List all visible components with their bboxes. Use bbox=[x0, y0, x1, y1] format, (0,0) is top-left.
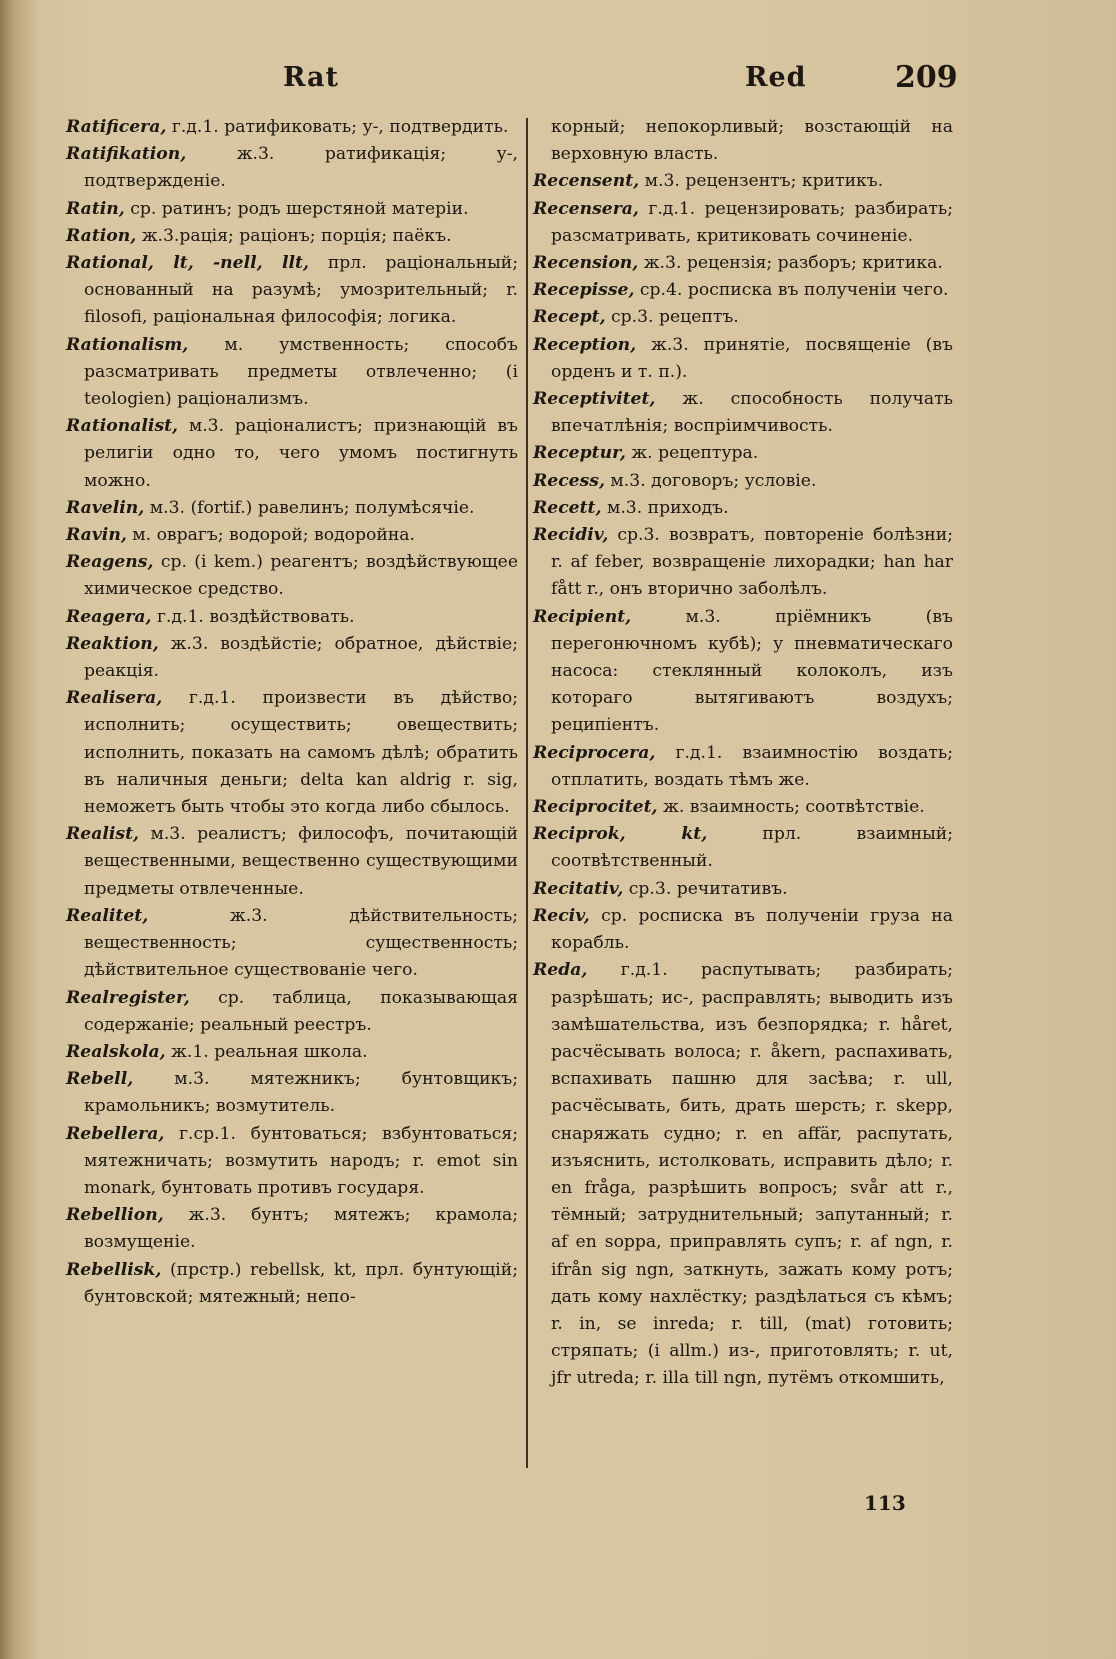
page-number: 209 bbox=[895, 60, 958, 95]
dictionary-entry bbox=[66, 903, 518, 985]
headword: Recept, bbox=[533, 307, 606, 328]
definition: м.3. мятежникъ; бунтовщикъ; крамольникъ; возмутитель. bbox=[84, 1069, 518, 1117]
headword: Recidiv, bbox=[533, 525, 609, 546]
definition: ср.3. речитативъ. bbox=[623, 878, 788, 899]
headword: Rebellisk, bbox=[66, 1259, 162, 1280]
definition: (прстр.) rebellsk, kt, прл. бунтующій; бунтовской; мятежный; непо- bbox=[84, 1259, 518, 1307]
headword: Recess, bbox=[533, 470, 605, 491]
definition: ср.4. росписка въ полученіи чего. bbox=[634, 280, 949, 301]
dictionary-entry bbox=[66, 549, 518, 603]
definition: м. умственность; способъ разсматривать предметы отвлеченно; (i teologien) раціонализмъ. bbox=[84, 334, 518, 410]
dictionary-entry bbox=[66, 631, 518, 685]
headword: Recensera, bbox=[533, 198, 639, 219]
headword: Ration, bbox=[66, 225, 137, 246]
right-column bbox=[533, 114, 953, 1393]
dictionary-entry bbox=[66, 223, 518, 250]
headword: Ratifikation, bbox=[66, 144, 187, 165]
definition: м.3. рецензентъ; критикъ. bbox=[639, 171, 884, 192]
definition: г.д.1. взаимностію воздать; отплатить, воздать тѣмъ же. bbox=[551, 742, 953, 790]
headword: Recett, bbox=[533, 497, 602, 518]
headword: Reciprok, kt, bbox=[533, 824, 708, 845]
entry-continuation: корный; непокорливый; возстающій на верховную власть. bbox=[551, 117, 953, 165]
dictionary-entry bbox=[533, 957, 953, 1392]
signature-number: 113 bbox=[864, 1491, 906, 1515]
headword: Ravelin, bbox=[66, 497, 145, 518]
dictionary-entry bbox=[66, 1202, 518, 1256]
headword: Reagera, bbox=[66, 606, 152, 627]
dictionary-entry bbox=[66, 1066, 518, 1120]
headword: Rebellion, bbox=[66, 1205, 164, 1226]
definition: ср.3. рецептъ. bbox=[605, 307, 739, 328]
headword: Realist, bbox=[66, 824, 140, 845]
headword: Recipient, bbox=[533, 606, 632, 627]
headword: Recepisse, bbox=[533, 280, 635, 301]
headword: Reciprocitet, bbox=[533, 797, 658, 818]
headword: Receptur, bbox=[533, 443, 626, 464]
page-header bbox=[0, 60, 1116, 104]
dictionary-entry bbox=[533, 876, 953, 903]
dictionary-entry bbox=[533, 794, 953, 821]
headword: Recitativ, bbox=[533, 878, 624, 899]
dictionary-entry bbox=[66, 821, 518, 903]
definition: ср.3. возвратъ, повтореніе болѣзни; r. af feber, возвращеніе лихорадки; han har fått r., онъ вторично заболѣлъ. bbox=[551, 525, 953, 600]
headword: Reda, bbox=[533, 960, 588, 981]
definition: г.д.1. распутывать; разбирать; разрѣшать; ис-, расправлять; выводить изъ замѣшательства, изъ безпорядка; r. håret, расчёсывать волоса; r. åkern, распахивать, вспахивать пашню для засѣва; r. ull, расчёсывать, бить, драть шерсть; r. skepp, снаряжать судно; r. en affär, распутать, изъяснить, истолковать, исправить дѣло; r. en fråga, разрѣшить вопросъ; svår att r., тёмный; затруднительный; запутанный; r. af en soppa, приправлять супъ; r. af ngn, r. ifrån sig ngn, заткнуть, зажать кому ротъ; дать кому нахлёстку; раздѣлаться съ кѣмъ; r. in, se inreda; r. till, (mat) готовить; стряпать; (i allm.) из-, приготовлять; r. ut, jfr utreda; r. illa till ngn, путёмъ откомшить, bbox=[551, 960, 953, 1389]
definition: м.3. приходъ. bbox=[601, 497, 729, 518]
definition: ж.3. ратификація; у-, подтвержденіе. bbox=[84, 144, 518, 192]
headword: Realitet, bbox=[66, 905, 149, 926]
definition: г.ср.1. бунтоваться; взбунтоваться; мятежничать; возмутить народъ; r. emot sin monark, бунтовать противъ государя. bbox=[84, 1123, 518, 1198]
dictionary-entry bbox=[533, 821, 953, 875]
dictionary-entry bbox=[533, 304, 953, 331]
headword: Rebellera, bbox=[66, 1123, 165, 1144]
definition: ж.3. бунтъ; мятежъ; крамола; возмущеніе. bbox=[84, 1205, 518, 1253]
dictionary-entry bbox=[533, 386, 953, 440]
definition: г.д.1. ратификовать; у-, подтвердить. bbox=[166, 117, 509, 137]
dictionary-entry bbox=[533, 468, 953, 495]
definition: ср. росписка въ полученіи груза на корабль. bbox=[551, 905, 953, 954]
definition: г.д.1. произвести въ дѣйство; исполнить; осуществить; овеществить; исполнить, показать на самомъ дѣлѣ; обратить въ наличныя деньги; delta kan aldrig r. sig, неможетъ быть чтобы это когда либо сбылось. bbox=[84, 688, 518, 818]
headword: Ratificera, bbox=[66, 117, 167, 137]
headword: Reciv, bbox=[533, 905, 590, 926]
definition: ж. рецептура. bbox=[625, 443, 759, 464]
dictionary-entry bbox=[533, 168, 953, 195]
dictionary-entry bbox=[533, 522, 953, 604]
definition: ж.3.рація; раціонъ; порція; паёкъ. bbox=[136, 225, 452, 246]
header-first-word: Rat bbox=[283, 62, 340, 93]
dictionary-entry bbox=[66, 1121, 518, 1203]
dictionary-entry bbox=[66, 1257, 518, 1311]
headword: Realskola, bbox=[66, 1041, 166, 1062]
dictionary-entry bbox=[533, 604, 953, 740]
left-column bbox=[66, 114, 518, 1311]
dictionary-entry bbox=[66, 685, 518, 821]
dictionary-entry bbox=[533, 495, 953, 522]
headword: Recensent, bbox=[533, 171, 640, 192]
definition: ж.1. реальная школа. bbox=[165, 1041, 368, 1062]
dictionary-entry bbox=[66, 196, 518, 223]
definition: г.д.1. воздѣйствовать. bbox=[151, 606, 355, 627]
dictionary-entry bbox=[533, 740, 953, 794]
dictionary-entry bbox=[533, 250, 953, 277]
definition: ж.3. принятіе, посвященіе (въ орденъ и т. п.). bbox=[551, 334, 953, 382]
definition: ж.3. дѣйствительность; вещественность; существенность; дѣйствительное существованіе чего. bbox=[84, 905, 518, 981]
dictionary-entry bbox=[66, 114, 518, 141]
dictionary-entry bbox=[66, 413, 518, 495]
dictionary-entry bbox=[66, 604, 518, 631]
dictionary-entry bbox=[533, 196, 953, 250]
definition: м.3. пріёмникъ (въ перегонючномъ кубѣ); у пневматическаго насоса: стеклянный колоколъ, изъ котораго вытягиваютъ воздухъ; реципіентъ. bbox=[551, 606, 953, 736]
column-divider bbox=[526, 118, 528, 1468]
definition: прл. взаимный; соотвѣтственный. bbox=[551, 824, 953, 872]
definition: ж.3. воздѣйстіе; обратное, дѣйствіе; реакція. bbox=[84, 633, 518, 682]
definition: г.д.1. рецензировать; разбирать; разсматривать, критиковать сочиненіе. bbox=[551, 198, 953, 246]
dictionary-entry bbox=[66, 522, 518, 549]
headword: Realisera, bbox=[66, 688, 163, 709]
dictionary-entry bbox=[66, 495, 518, 522]
headword: Reception, bbox=[533, 334, 637, 355]
headword: Rebell, bbox=[66, 1069, 134, 1090]
dictionary-entry bbox=[533, 277, 953, 304]
headword: Recension, bbox=[533, 253, 639, 274]
dictionary-entry bbox=[533, 903, 953, 957]
headword: Reaktion, bbox=[66, 633, 159, 654]
headword: Rational, lt, -nell, llt, bbox=[66, 253, 309, 274]
headword: Rationalism, bbox=[66, 334, 189, 355]
dictionary-entry bbox=[533, 440, 953, 467]
header-last-word: Red bbox=[745, 62, 807, 93]
headword: Reagens, bbox=[66, 552, 154, 573]
dictionary-entry bbox=[66, 985, 518, 1039]
dictionary-entry bbox=[533, 332, 953, 386]
definition: ж. взаимность; соотвѣтствіе. bbox=[657, 797, 925, 818]
headword: Ratin, bbox=[66, 198, 125, 219]
definition: ср. таблица, показывающая содержаніе; реальный реестръ. bbox=[84, 987, 518, 1035]
definition: прл. раціональный; основанный на разумѣ; умозрительный; r. filosofi, раціональная философія; логика. bbox=[84, 253, 518, 328]
definition: ж.3. рецензія; разборъ; критика. bbox=[638, 253, 943, 274]
definition: м.3. (fortif.) равелинъ; полумѣсячіе. bbox=[144, 497, 475, 518]
definition: м.3. договоръ; условіе. bbox=[604, 470, 817, 491]
definition: м. оврагъ; водорой; водоройна. bbox=[126, 525, 415, 546]
dictionary-entry bbox=[66, 141, 518, 195]
definition: ср. ратинъ; родъ шерстяной матеріи. bbox=[124, 198, 469, 219]
dictionary-entry bbox=[66, 1039, 518, 1066]
definition: ж. способность получать впечатлѣнія; воспріимчивость. bbox=[551, 389, 953, 437]
definition: м.3. реалистъ; философъ, почитающій вещественными, вещественно существующими предметы отвлеченные. bbox=[84, 824, 518, 899]
headword: Receptivitet, bbox=[533, 389, 656, 410]
dictionary-entry bbox=[66, 332, 518, 414]
headword: Realregister, bbox=[66, 987, 190, 1008]
headword: Ravin, bbox=[66, 525, 127, 546]
headword: Reciprocera, bbox=[533, 742, 656, 763]
dictionary-entry bbox=[66, 250, 518, 332]
headword: Rationalist, bbox=[66, 416, 179, 437]
definition: ср. (i kem.) реагентъ; воздѣйствующее химическое средство. bbox=[84, 552, 518, 600]
definition: м.3. раціоналистъ; признающій въ религіи одно то, чего умомъ постигнуть можно. bbox=[84, 416, 518, 491]
